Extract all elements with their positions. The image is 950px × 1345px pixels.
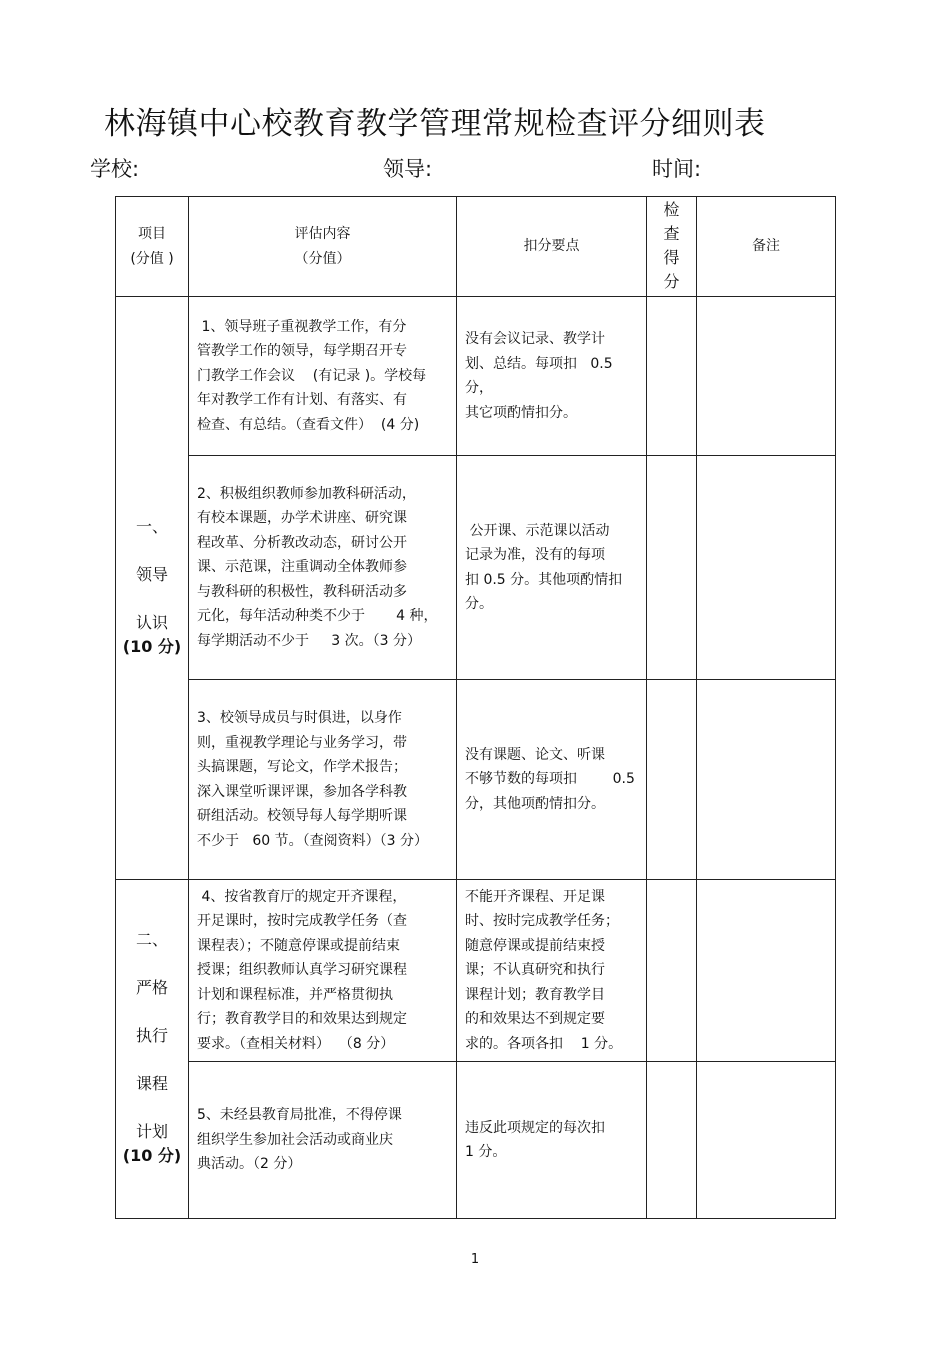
content-cell: 5、未经县教育局批准，不得停课 组织学生参加社会活动或商业庆 典活动。（2 分） (189, 1062, 457, 1219)
section-line: 计划 (135, 1122, 168, 1142)
deduct-cell: 公开课、示范课以活动 记录为准，没有的每项 扣 0.5 分。其他项酌情扣 分。 (457, 456, 647, 680)
header-score-char: 检 (663, 199, 680, 219)
deduct-cell: 不能开齐课程、开足课 时、按时完成教学任务； 随意停课或提前结束授 课；不认真研究和执行 课程计划；教育教学目 的和效果达不到规定要 求的。各项各扣 1 分。 (457, 880, 647, 1062)
time-label: 时间: (652, 157, 702, 181)
deduct-cell: 违反此项规定的每次扣 1 分。 (457, 1062, 647, 1219)
score-input-cell[interactable] (647, 297, 697, 456)
header-item-line-1: 项目 (138, 226, 166, 242)
school-label: 学校: (90, 157, 140, 181)
section-points: (10 分) (122, 1146, 182, 1166)
score-input-cell[interactable] (647, 880, 697, 1062)
page-number: 1 (470, 1252, 480, 1267)
content-cell: 2、积极组织教师参加教科研活动， 有校本课题，办学术讲座、研究课 程改革、分析教改动态，研讨公开 课、示范课，注重调动全体教师参 与教科研的积极性，教科研活动多 元化，每年活动种类不少于 4 种， 每学期活动不少于 3 次。（3 分） (189, 456, 457, 680)
header-remark: 备注 (697, 197, 836, 297)
remark-cell[interactable] (697, 456, 836, 680)
header-deduct: 扣分要点 (457, 197, 647, 297)
score-input-cell[interactable] (647, 1062, 697, 1219)
section-line: 执行 (135, 1026, 168, 1046)
section-points: (10 分) (122, 637, 182, 657)
content-cell: 3、校领导成员与时俱进，以身作 则，重视教学理论与业务学习，带 头搞课题，写论文，作学术报告； 深入课堂听课评课，参加各学科教 研组活动。校领导每人每学期听课 不少于 60 节。（查阅资料）（3 分） (189, 680, 457, 880)
header-score-chars (663, 198, 681, 294)
deduct-cell: 没有课题、论文、听课 不够节数的每项扣 0.5 分，其他项酌情扣分。 (457, 680, 647, 880)
header-score-char: 查 (663, 223, 680, 243)
scoring-table (115, 196, 836, 1219)
table-row (116, 456, 836, 680)
remark-cell[interactable] (697, 680, 836, 880)
section-line: 领导 (135, 565, 168, 585)
section-line: 课程 (135, 1074, 168, 1094)
leader-label: 领导: (383, 157, 433, 181)
content-cell: 1、领导班子重视教学工作，有分 管教学工作的领导，每学期召开专 门教学工作会议 (有记录 )。学校每 年对教学工作有计划、有落实、有 检查、有总结。（查看文件） (4 分) (189, 297, 457, 456)
deduct-cell: 没有会议记录、教学计 划、总结。每项扣 0.5 分， 其它项酌情扣分。 (457, 297, 647, 456)
section-2-cell (116, 880, 189, 1219)
section-line: 认识 (135, 613, 168, 633)
remark-cell[interactable] (697, 880, 836, 1062)
header-content-line-2: （分值） (294, 250, 351, 267)
header-score-char: 得 (663, 247, 680, 267)
table-row (116, 880, 836, 1062)
score-input-cell[interactable] (647, 680, 697, 880)
table-header-row (116, 197, 836, 297)
section-line: 二、 (135, 930, 168, 950)
remark-cell[interactable] (697, 297, 836, 456)
section-1-label (123, 515, 181, 659)
section-line: 一、 (135, 517, 168, 537)
section-1-cell (116, 297, 189, 880)
header-content-line-1: 评估内容 (294, 226, 351, 242)
section-line: 严格 (135, 978, 168, 998)
header-item (116, 197, 189, 297)
content-cell: 4、按省教育厅的规定开齐课程， 开足课时，按时完成教学任务（查 课程表）；不随意停课或提前结束 授课；组织教师认真学习研究课程 计划和课程标准，并严格贯彻执 行；教育教学目的和效果达到规定 要求。（查相关材料） （8 分） (189, 880, 457, 1062)
table-row (116, 1062, 836, 1219)
header-score-char: 分 (663, 271, 680, 291)
header-content (189, 197, 457, 297)
table-row (116, 297, 836, 456)
section-2-label (123, 928, 181, 1168)
header-score (647, 197, 697, 297)
document-title: 林海镇中心校教育教学管理常规检查评分细则表 (104, 106, 766, 142)
score-input-cell[interactable] (647, 456, 697, 680)
table-row (116, 680, 836, 880)
header-item-line-2: (分值 ) (130, 250, 174, 267)
remark-cell[interactable] (697, 1062, 836, 1219)
